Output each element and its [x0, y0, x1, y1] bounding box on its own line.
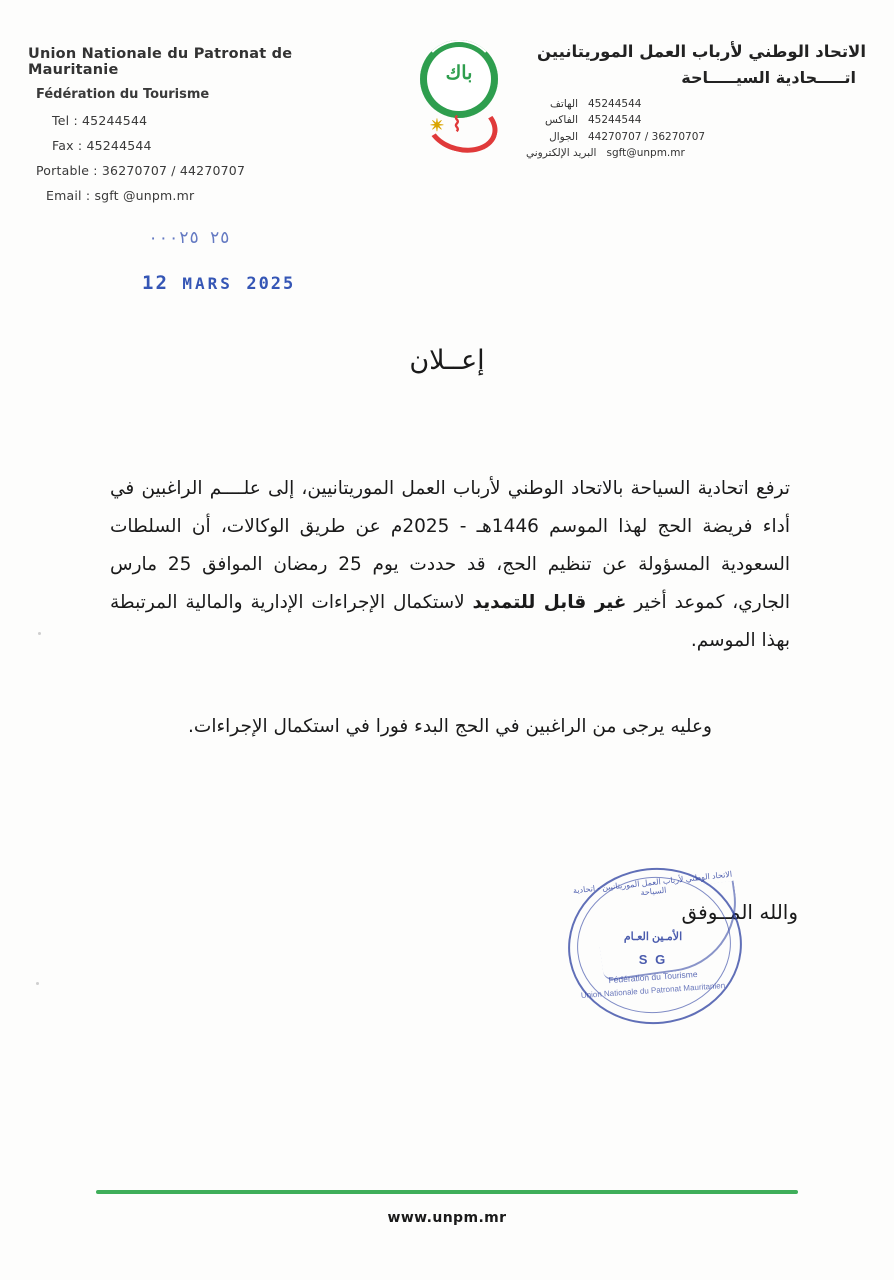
seal-inner-circle	[570, 869, 737, 1020]
contact-row-email	[526, 145, 866, 161]
contact-phone-value: 45244544	[588, 98, 642, 110]
stamp-day: 12	[142, 272, 169, 294]
official-seal	[568, 868, 760, 1043]
logo-red-accent: ⌇	[452, 114, 462, 136]
page-title: إعــلان	[409, 345, 485, 376]
paragraph1-emphasis: غير قابل للتمديد	[472, 591, 627, 613]
contact-email-fr: Email : sgft @unpm.mr	[46, 188, 195, 203]
contact-row-phone	[526, 96, 866, 112]
contact-fax-label: الفاكس	[544, 114, 578, 127]
handwritten-signature	[593, 881, 745, 982]
footer-divider	[96, 1190, 798, 1194]
contact-phone-label: الهاتف	[550, 98, 578, 110]
contact-mobile-value: 44270707 / 36270707	[588, 130, 706, 143]
scan-speck	[36, 982, 39, 985]
letterhead-french-block	[28, 46, 358, 213]
contact-mobile-label: الجوال	[549, 130, 578, 143]
contact-mobile-fr: Portable : 36270707 / 44270707	[36, 163, 246, 178]
seal-bottom-text-secondary: Union Nationale du Patronat Mauritanien	[580, 980, 726, 1001]
seal-middle-text: الأمـين العـام	[623, 931, 683, 943]
logo-swoosh	[416, 100, 508, 156]
scan-speck	[38, 632, 41, 635]
stamp-month: MARS	[182, 274, 233, 293]
federation-name-fr: Fédération du Tourisme	[36, 87, 210, 102]
contact-row-mobile	[526, 129, 866, 145]
seal-bottom-text: Fédération du Tourisme	[608, 968, 698, 986]
logo-yellow-accent: ✴	[430, 116, 445, 135]
organization-name-ar: الاتحاد الوطني لأرباب العمل الموريتانيين	[537, 42, 866, 61]
federation-name-ar: اتـــــحادية السيـــــاحة	[681, 68, 856, 87]
contact-fax-fr: Fax : 45244544	[52, 138, 152, 153]
contact-email-value: sgft@unpm.mr	[606, 146, 685, 159]
contact-row-fax	[526, 112, 866, 128]
logo-arabic-mark: باك	[445, 63, 473, 84]
seal-top-text: الاتحاد الوطني لأرباب العمل الموريتانيين - اتحادية السياحة	[572, 869, 733, 898]
contact-list-ar	[526, 96, 866, 161]
stamp-arabic-reference: ٢٥ ٠٠٠٢٥	[148, 228, 230, 248]
footer-website: www.unpm.mr	[387, 1210, 507, 1226]
body-paragraph-1	[110, 470, 790, 660]
document-body	[110, 470, 790, 746]
contact-tel-fr: Tel : 45244544	[52, 113, 148, 128]
seal-outer-circle	[560, 859, 749, 1032]
organization-name-fr: Union Nationale du Patronat de Mauritanie	[28, 46, 293, 78]
paragraph1-text-after-bold: لاستكمال الإجراءات الإدارية والمالية المرتبطة بهذا الموسم.	[110, 591, 790, 651]
stamp-year: 2025	[246, 274, 296, 294]
unpm-logo	[410, 38, 520, 173]
letterhead	[0, 38, 894, 208]
seal-sg-text: S G	[638, 952, 668, 967]
body-paragraph-2: وعليه يرجى من الراغبين في الحج البدء فورا في استكمال الإجراءات.	[188, 715, 712, 737]
paragraph1-text-before-bold: ترفع اتحادية السياحة بالاتحاد الوطني لأرباب العمل الموريتانيين، إلى علــــم الراغبين في أداء فريضة الحج لهذا الموسم 1446هـ - 2025م عن طريق الوكالات، أن السلطات السعودية المسؤولة عن تنظيم الحج، قد حددت يوم 25 رمضان الموافق 25 مارس الجاري، كموعد أخير	[110, 478, 791, 613]
signoff-text: والله المــوفق	[681, 900, 798, 924]
contact-email-label: البريد الإلكتروني	[526, 146, 597, 159]
stamp-latin-date	[142, 272, 295, 294]
contact-fax-value: 45244544	[588, 114, 642, 127]
date-stamp	[138, 228, 368, 318]
letterhead-arabic-block	[526, 42, 866, 161]
